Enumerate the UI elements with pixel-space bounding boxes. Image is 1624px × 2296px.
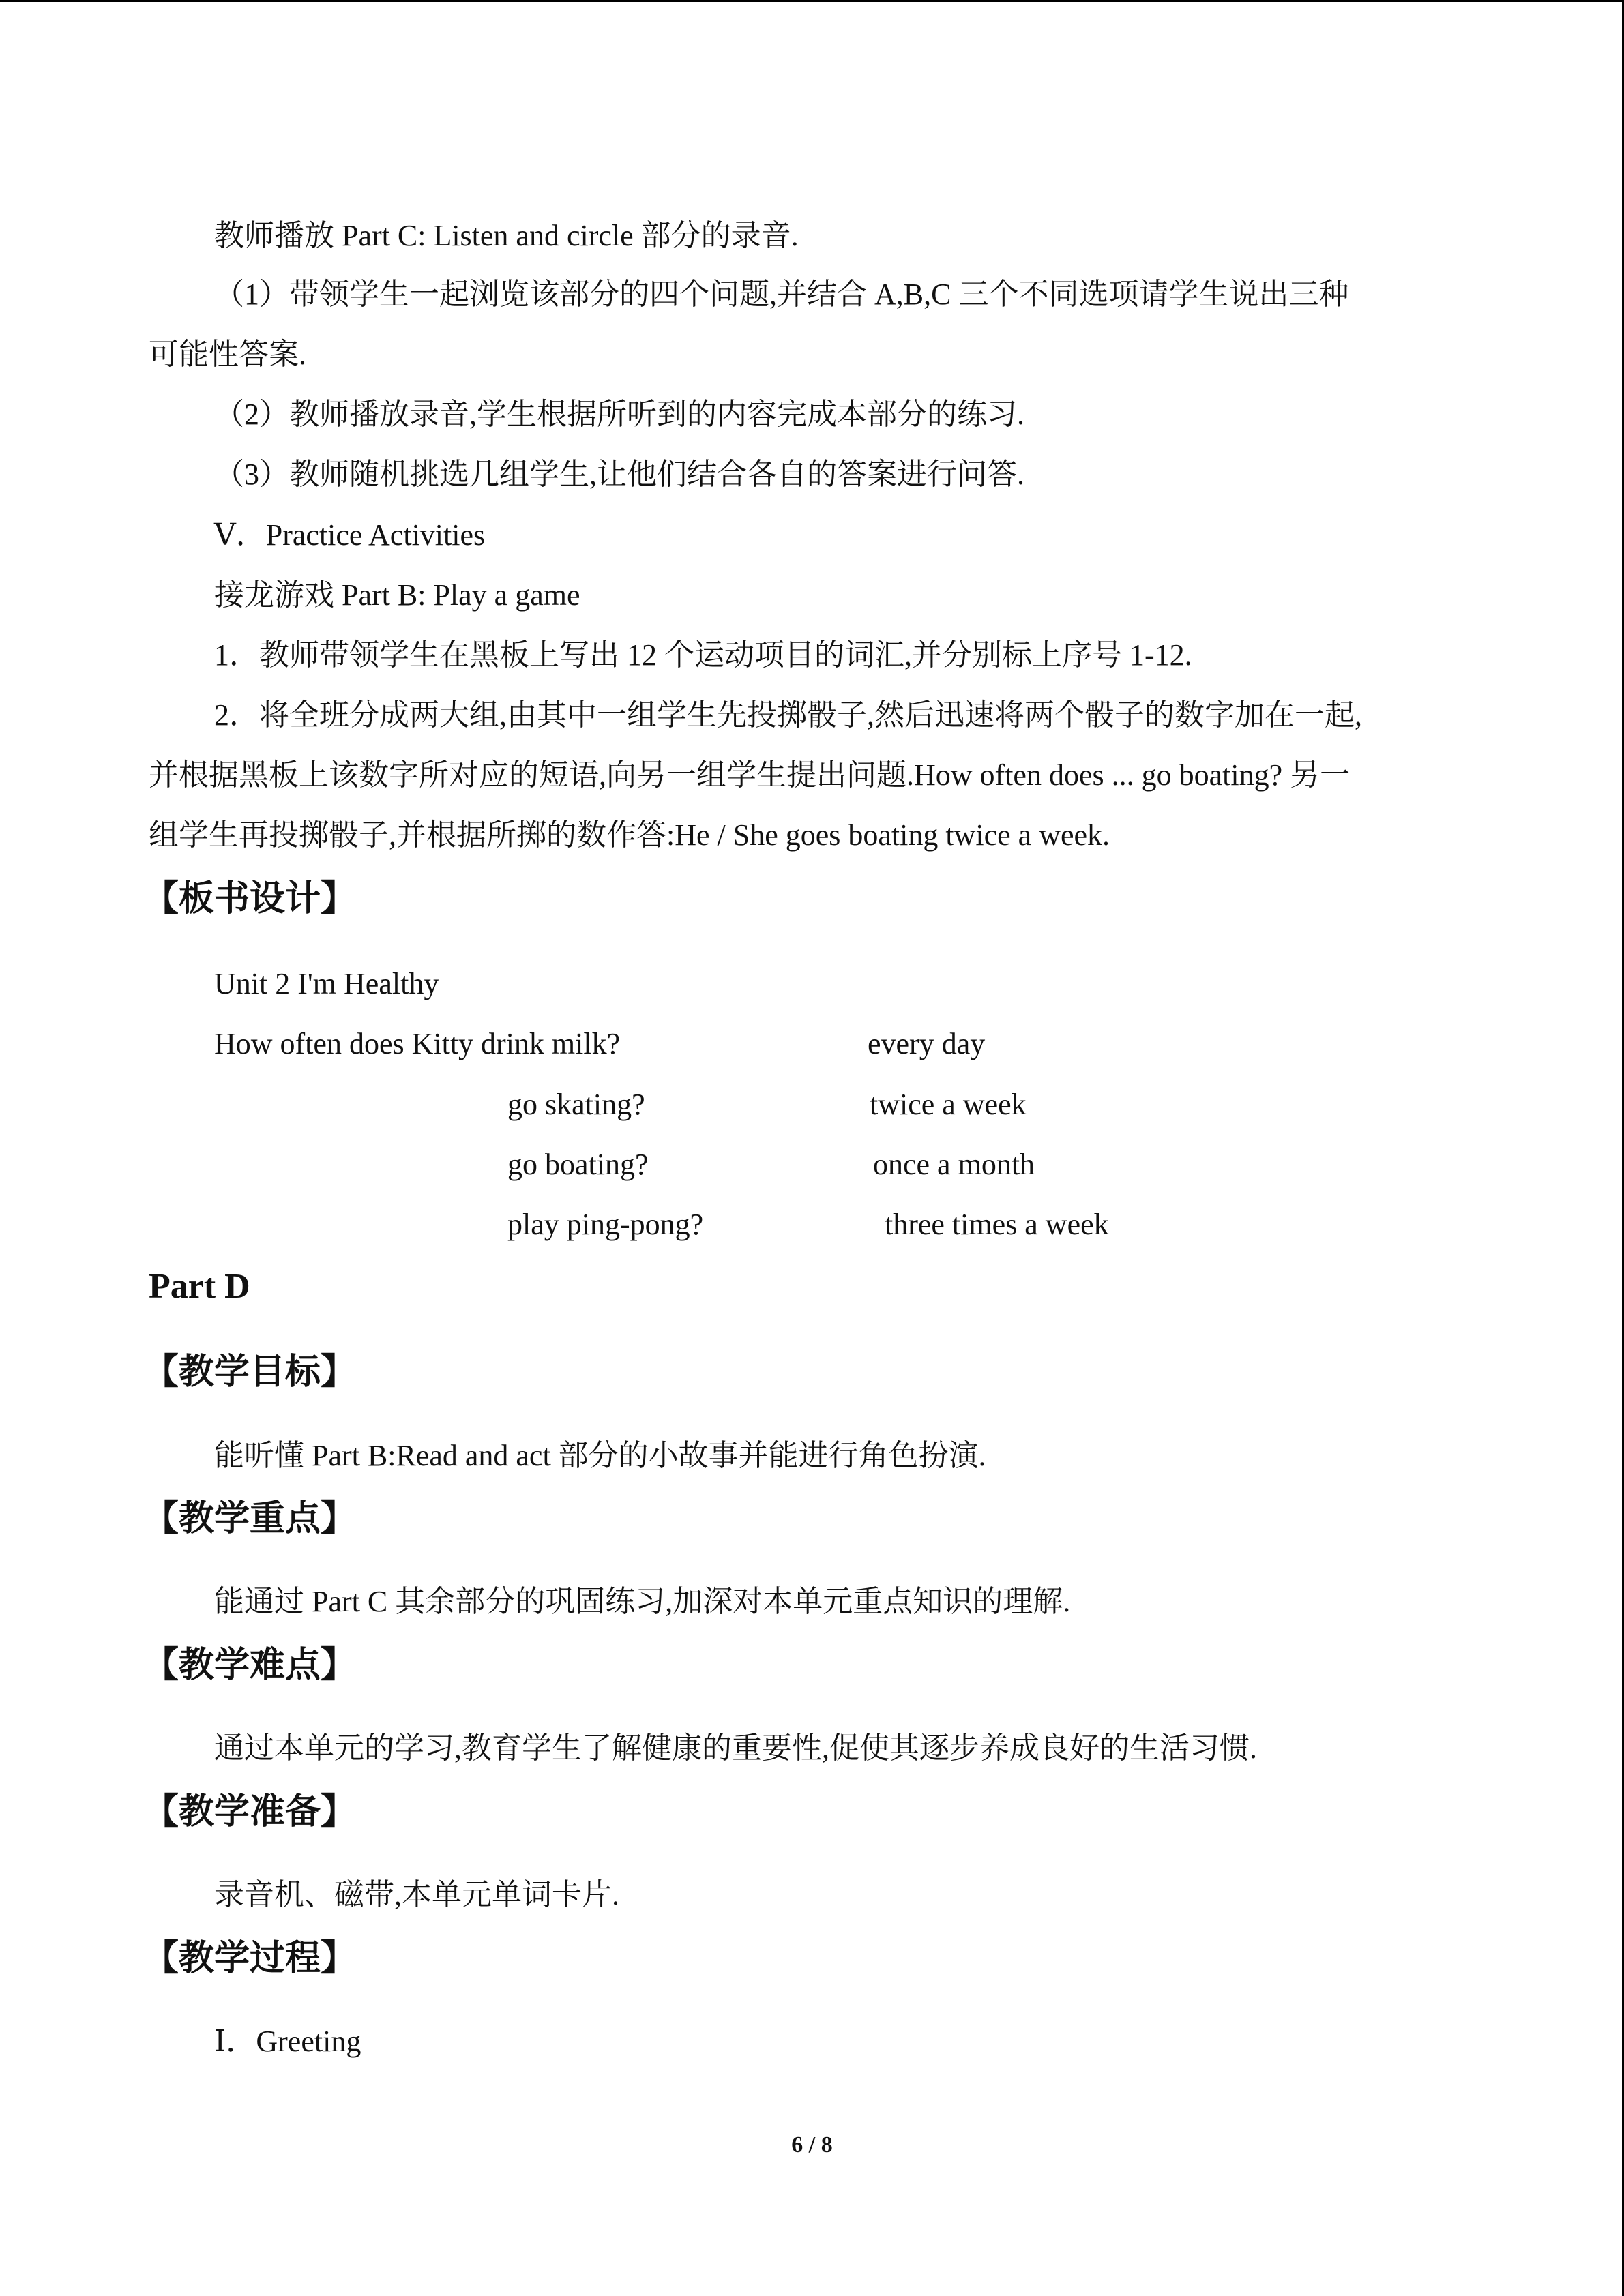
- board-answer: three times a week: [885, 1208, 1109, 1241]
- paragraph-game-step-2-end: 组学生再投掷骰子,并根据所掷的数作答:He / She goes boating twice a week.: [149, 818, 1110, 852]
- heading-teaching-goals: 【教学目标】: [143, 1352, 357, 1392]
- paragraph-game-step-1: 1．教师带领学生在黑板上写出 12 个运动项目的词汇,并分别标上序号 1-12.: [214, 638, 1192, 672]
- paragraph-step-2: （2）教师播放录音,学生根据所听到的内容完成本部分的练习.: [214, 398, 1024, 431]
- process-step-greeting: Ⅰ．Greeting: [214, 2025, 361, 2058]
- board-answer: every day: [868, 1027, 986, 1060]
- board-title: Unit 2 I'm Healthy: [214, 967, 439, 1000]
- key-points-text: 能通过 Part C 其余部分的巩固练习,加深对本单元重点知识的理解.: [214, 1585, 1071, 1618]
- paragraph-game-step-2-cont: 并根据黑板上该数字所对应的短语,向另一组学生提出问题.How often does ... go boating? 另一: [149, 758, 1350, 792]
- preparation-text: 录音机、磁带,本单元单词卡片.: [214, 1878, 619, 1911]
- paragraph-step-1-cont: 可能性答案.: [149, 338, 306, 371]
- heading-key-points: 【教学重点】: [143, 1498, 357, 1539]
- board-question: play ping-pong?: [507, 1208, 704, 1241]
- board-question: go skating?: [507, 1088, 645, 1121]
- paragraph-listen-circle: 教师播放 Part C: Listen and circle 部分的录音.: [214, 219, 799, 252]
- section-practice-activities: Ⅴ．Practice Activities: [214, 518, 486, 552]
- board-question: How often does Kitty drink milk?: [214, 1027, 621, 1060]
- heading-board-design: 【板书设计】: [143, 878, 357, 919]
- board-row: [149, 1084, 1445, 1125]
- paragraph-step-1: （1）带领学生一起浏览该部分的四个问题,并结合 A,B,C 三个不同选项请学生说出三种: [214, 278, 1349, 311]
- board-row: [149, 1024, 1445, 1064]
- board-answer: twice a week: [870, 1088, 1027, 1121]
- part-d-title: Part D: [149, 1267, 250, 1306]
- page-number: 6 / 8: [791, 2132, 833, 2158]
- board-answer: once a month: [873, 1148, 1035, 1181]
- paragraph-step-3: （3）教师随机挑选几组学生,让他们结合各自的答案进行问答.: [214, 458, 1024, 491]
- page-top-border: [0, 0, 1624, 2]
- heading-preparation: 【教学准备】: [143, 1791, 357, 1832]
- heading-teaching-process: 【教学过程】: [143, 1938, 357, 1979]
- difficult-points-text: 通过本单元的学习,教育学生了解健康的重要性,促使其逐步养成良好的生活习惯.: [214, 1731, 1257, 1765]
- board-row: [149, 1204, 1445, 1245]
- teaching-goals-text: 能听懂 Part B:Read and act 部分的小故事并能进行角色扮演.: [214, 1439, 986, 1472]
- board-row: [149, 1144, 1445, 1185]
- paragraph-play-game: 接龙游戏 Part B: Play a game: [214, 578, 580, 612]
- heading-difficult-points: 【教学难点】: [143, 1645, 357, 1686]
- paragraph-game-step-2: 2．将全班分成两大组,由其中一组学生先投掷骰子,然后迅速将两个骰子的数字加在一起,: [214, 698, 1362, 732]
- board-question: go boating?: [507, 1148, 649, 1181]
